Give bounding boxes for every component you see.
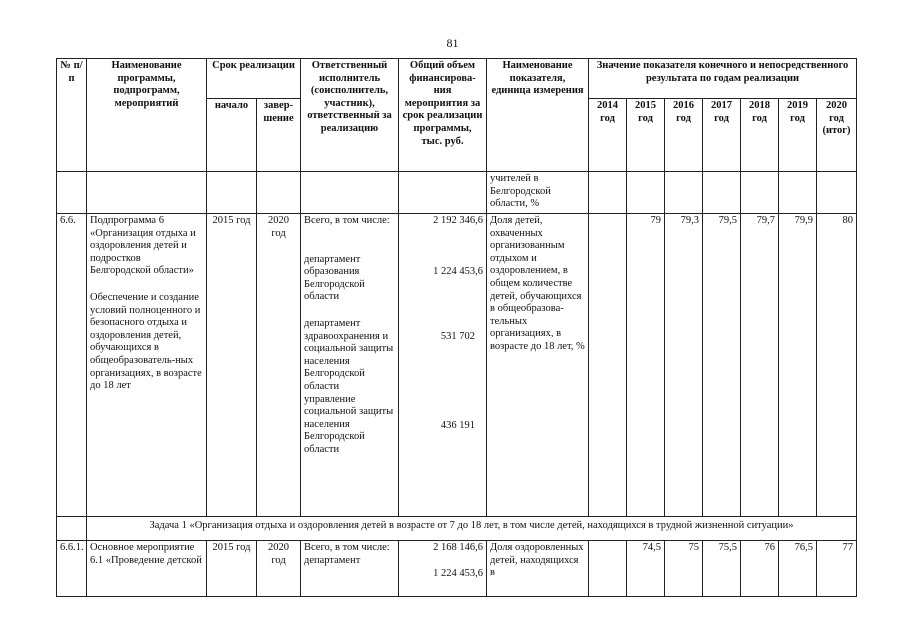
row-financing xyxy=(399,541,487,597)
table-cell xyxy=(741,172,779,214)
header-term-end: завер-шение xyxy=(257,99,301,172)
row-name xyxy=(87,214,207,517)
value-2020: 80 xyxy=(817,214,857,517)
row-name: Основное мероприятие 6.1 «Проведение детской xyxy=(87,541,207,597)
header-term: Срок реализации xyxy=(207,59,301,99)
value-2014 xyxy=(589,541,627,597)
value-2019: 76,5 xyxy=(779,541,817,597)
header-row-1 xyxy=(57,59,857,99)
row-num: 6.6. xyxy=(57,214,87,517)
continuation-row xyxy=(57,172,857,214)
row-num: 6.6.1. xyxy=(57,541,87,597)
subprogram-goal: Обеспечение и создание условий полноценного и безопасного отдыха и оздоровления детей, обучающихся в общеобразователь-ных организациях, в возрасте до 18 лет xyxy=(90,291,202,392)
value-2018: 79,7 xyxy=(741,214,779,517)
row-indicator: Доля детей, охваченных организованным отдыхом и оздоровлением, в общем количестве детей, обучающихся в общеобразова-тельных организациях, в возрасте до 18 лет, % xyxy=(487,214,589,517)
table-row-6-6 xyxy=(57,214,857,517)
table-cell xyxy=(57,172,87,214)
header-executor: Ответственный исполнитель (соисполнитель, участник), ответственный за реализацию xyxy=(301,59,399,172)
value-2017: 79,5 xyxy=(703,214,741,517)
value-2015: 74,5 xyxy=(627,541,665,597)
financing-total: 2 168 146,6 xyxy=(433,542,483,553)
value-2020: 77 xyxy=(817,541,857,597)
table-cell xyxy=(207,172,257,214)
header-name: Наименование программы, подпрограмм, мероприятий xyxy=(87,59,207,172)
program-table xyxy=(56,58,857,597)
table-cell xyxy=(703,172,741,214)
executor-total: Всего, в том числе: xyxy=(304,542,390,553)
row-end: 2020 год xyxy=(257,541,301,597)
row-indicator: Доля оздоровленных детей, находящихся в xyxy=(487,541,589,597)
value-2016: 75 xyxy=(665,541,703,597)
financing-health: 531 702 xyxy=(440,331,475,343)
header-indicator: Наименование показателя, единица измерения xyxy=(487,59,589,172)
subprogram-name: Подпрограмма 6 «Организация отдыха и оздоровления детей и подростков Белгородской области» xyxy=(90,215,196,277)
row-financing xyxy=(399,214,487,517)
task-row xyxy=(57,517,857,541)
table-cell xyxy=(817,172,857,214)
table-cell xyxy=(627,172,665,214)
header-year: 2017 год xyxy=(703,99,741,172)
row-start: 2015 год xyxy=(207,541,257,597)
value-2015: 79 xyxy=(627,214,665,517)
row-start: 2015 год xyxy=(207,214,257,517)
cont-indicator: учителей в Белгородской области, % xyxy=(487,172,589,214)
header-year: 2018 год xyxy=(741,99,779,172)
table-cell xyxy=(87,172,207,214)
row-executor xyxy=(301,541,399,597)
financing-social: 436 191 xyxy=(440,419,475,431)
executor-education: департамент образования Белгородской области xyxy=(304,253,365,303)
table-cell xyxy=(57,517,87,541)
table-cell xyxy=(301,172,399,214)
header-year: 2014 год xyxy=(589,99,627,172)
financing-education: 1 224 453,6 xyxy=(433,265,483,277)
task-title: Задача 1 «Организация отдыха и оздоровления детей в возрасте от 7 до 18 лет, в том числе детей, находящихся в трудной жизненной ситуации» xyxy=(87,517,857,541)
row-end: 2020 год xyxy=(257,214,301,517)
executor-department: департамент xyxy=(304,554,361,566)
value-2014 xyxy=(589,214,627,517)
table-cell xyxy=(779,172,817,214)
header-year: 2019 год xyxy=(779,99,817,172)
header-year: 2016 год xyxy=(665,99,703,172)
row-executor xyxy=(301,214,399,517)
header-num: № п/п xyxy=(57,59,87,172)
table-row-6-6-1 xyxy=(57,541,857,597)
executor-total: Всего, в том числе: xyxy=(304,215,390,226)
value-2018: 76 xyxy=(741,541,779,597)
table-cell xyxy=(589,172,627,214)
table-cell xyxy=(399,172,487,214)
financing-total: 2 192 346,6 xyxy=(433,215,483,226)
header-year: 2015 год xyxy=(627,99,665,172)
header-year: 2020 год (итог) xyxy=(817,99,857,172)
executor-health: департамент здравоохранения и социальной защиты населения Белгородской области xyxy=(304,317,394,392)
header-financing: Общий объем финансирова-ния мероприятия за срок реализации программы, тыс. руб. xyxy=(399,59,487,172)
table-cell xyxy=(257,172,301,214)
executor-social: управление социальной защиты населения Белгородской области xyxy=(304,393,394,455)
header-term-start: начало xyxy=(207,99,257,172)
financing-department: 1 224 453,6 xyxy=(433,567,483,579)
page-number: 81 xyxy=(446,36,459,50)
header-values-title: Значение показателя конечного и непосредственного результата по годам реализации xyxy=(589,59,857,99)
value-2017: 75,5 xyxy=(703,541,741,597)
value-2019: 79,9 xyxy=(779,214,817,517)
value-2016: 79,3 xyxy=(665,214,703,517)
table-cell xyxy=(665,172,703,214)
